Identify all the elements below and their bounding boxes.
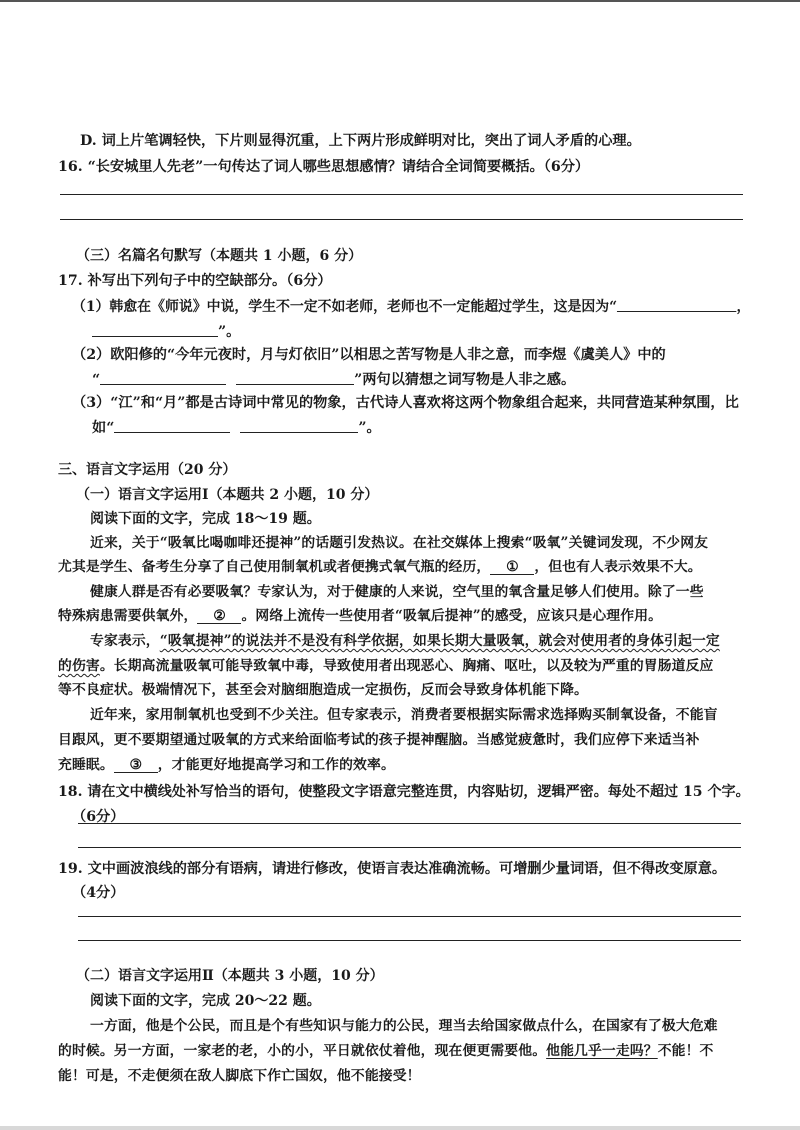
- passage1-p3-text-a: 专家表示，: [90, 633, 160, 649]
- q18-answer-line-2[interactable]: [78, 847, 741, 848]
- q17-item1-blank-1[interactable]: [617, 299, 736, 312]
- q17-item1-blank-2[interactable]: [92, 324, 218, 337]
- passage1-p1-line1: 近来，关于“吸氧比喝咖啡还提神”的话题引发热议。在社交媒体上搜索“吸氧”关键词发现，不少网友: [90, 535, 709, 551]
- passage1-p2-line2: [58, 610, 662, 624]
- passage1-p1-text-a: 尤其是学生、备考生分享了自己使用制氧机或者便携式氧气瓶的经历，: [58, 559, 491, 575]
- passage1-p2-text-a: 特殊病患需要供氧外，: [58, 608, 198, 624]
- q18-score: （6分）: [72, 809, 125, 825]
- q19-answer-line-1[interactable]: [78, 916, 741, 917]
- q17-item1-comma: ，: [736, 299, 751, 315]
- passage1-p1-line2: [58, 561, 702, 575]
- q17-item1-line1: [72, 299, 750, 314]
- passage1-p4-text-b: ，才能更好地提高学习和工作的效率。: [157, 757, 395, 773]
- q15-option-d: D. 词上片笔调轻快，下片则显得沉重，上下两片形成鲜明对比，突出了词人矛盾的心理。: [80, 133, 641, 149]
- page-bottom-edge: [0, 1126, 800, 1130]
- passage2-text-a: 的时候。另一方面，一家老的老，小的小，平日就依仗着他，现在便更需要他。: [58, 1043, 547, 1059]
- q17-item3-line2: [92, 420, 381, 435]
- passage1-blank-2[interactable]: ②: [197, 610, 241, 624]
- q17-item1-text: （1）韩愈在《师说》中说，学生不一定不如老师，老师也不一定能超过学生，这是因为“: [72, 299, 618, 315]
- q17-prompt: 17. 补写出下列句子中的空缺部分。（6分）: [58, 273, 332, 289]
- passage2-line2: [58, 1045, 714, 1059]
- section3-sub2-heading: （二）语言文字运用Ⅱ（本题共 3 小题，10 分）: [76, 968, 384, 984]
- passage1-p4-line3: [58, 759, 395, 773]
- passage1-wavy-sentence-end: 的伤害: [58, 658, 100, 674]
- passage1-p3-line2: [58, 660, 714, 674]
- q18-answer-line-1[interactable]: [78, 823, 741, 824]
- q17-item3-blank-2[interactable]: [240, 420, 358, 433]
- passage1-p4-line2: 目跟风，更不要期望通过吸氧的方式来给面临考试的孩子提神醒脑。当感觉疲惫时，我们应停下来适当补: [58, 732, 700, 748]
- q17-item2-line2: [92, 372, 575, 387]
- q19-answer-line-2[interactable]: [78, 940, 741, 941]
- q17-item2-line1: （2）欧阳修的“今年元夜时，月与灯依旧”以相思之苦写物是人非之意，而李煜《虞美人》中的: [72, 347, 666, 363]
- passage1-p2-line1: 健康人群是否有必要吸氧？专家认为，对于健康的人来说，空气里的氧含量足够人们使用。除了一些: [90, 584, 704, 600]
- passage1-p2-text-b: 。网络上流传一些使用者“吸氧后提神”的感受，应该只是心理作用。: [241, 608, 663, 624]
- q17-item3-line1: （3）“江”和“月”都是古诗词中常见的物象，古代诗人喜欢将这两个物象组合起来，共同营造某种氛围，比: [72, 395, 739, 411]
- part3-heading: （三）名篇名句默写（本题共 1 小题，6 分）: [76, 248, 363, 264]
- passage2-line3: 能！可是，不走便须在敌人脚底下作亡国奴，他不能接受！: [58, 1068, 421, 1084]
- section3-heading: 三、语言文字运用（20 分）: [58, 462, 237, 478]
- q18-prompt: 18. 请在文中横线处补写恰当的语句，使整段文字语意完整连贯，内容贴切，逻辑严密。每处不超过 15 个字。: [58, 784, 750, 800]
- q17-item2-close: ”两句以猜想之词写物是人非之感。: [354, 372, 576, 388]
- q19-prompt: 19. 文中画波浪线的部分有语病，请进行修改，使语言表达准确流畅。可增删少量词语，但不得改变原意。: [58, 861, 727, 877]
- passage1-blank-1[interactable]: ①: [490, 561, 534, 575]
- q17-item2-open: “: [92, 372, 101, 388]
- section3-sub1-heading: （一）语言文字运用Ⅰ（本题共 2 小题，10 分）: [76, 487, 379, 503]
- passage1-blank-3[interactable]: ③: [114, 759, 158, 773]
- q17-item2-blank-1[interactable]: [100, 372, 226, 385]
- q16-prompt: 16. “长安城里人先老”一句传达了词人哪些思想感情？请结合全词简要概括。（6分）: [58, 159, 590, 175]
- q19-score: （4分）: [72, 885, 125, 901]
- q17-item3-close: ”。: [358, 420, 381, 436]
- passage1-p1-text-b: ，但也有人表示效果不大。: [534, 559, 702, 575]
- section3-sub1-instruction: 阅读下面的文字，完成 18～19 题。: [90, 511, 321, 527]
- passage1-p4-line1: 近年来，家用制氧机也受到不少关注。但专家表示，消费者要根据实际需求选择购买制氧设备，不能盲: [90, 707, 718, 723]
- passage2-underlined-sentence: 他能几乎一走吗？: [546, 1043, 658, 1059]
- q16-answer-line-2[interactable]: [60, 219, 743, 220]
- passage1-p3-line1: [90, 635, 720, 649]
- q17-item1-close: ”。: [218, 324, 241, 340]
- passage2-line1: 一方面，他是个公民，而且是个有些知识与能力的公民，理当去给国家做点什么，在国家有了极大危难: [90, 1018, 718, 1034]
- passage2-text-b: 不能！不: [657, 1043, 714, 1059]
- q17-item1-line2: [92, 324, 240, 339]
- page-top-edge: [0, 0, 800, 2]
- passage1-p3-line3: 等不良症状。极端情况下，甚至会对脑细胞造成一定损伤，反而会导致身体机能下降。: [58, 682, 588, 698]
- section3-sub2-instruction: 阅读下面的文字，完成 20～22 题。: [90, 993, 321, 1009]
- q16-answer-line-1[interactable]: [60, 194, 743, 195]
- q17-item2-blank-2[interactable]: [236, 372, 354, 385]
- q17-item3-open: 如“: [92, 420, 115, 436]
- passage1-wavy-sentence: “吸氧提神”的说法并不是没有科学依据，如果长期大量吸氧，就会对使用者的身体引起一定: [159, 633, 720, 649]
- q17-item3-blank-1[interactable]: [114, 420, 230, 433]
- passage1-p4-text-a: 充睡眠。: [58, 757, 114, 773]
- passage1-p3-text-b: 。长期高流量吸氧可能导致氧中毒，导致使用者出现恶心、胸痛、呕吐，以及较为严重的胃肠道反应: [99, 658, 714, 674]
